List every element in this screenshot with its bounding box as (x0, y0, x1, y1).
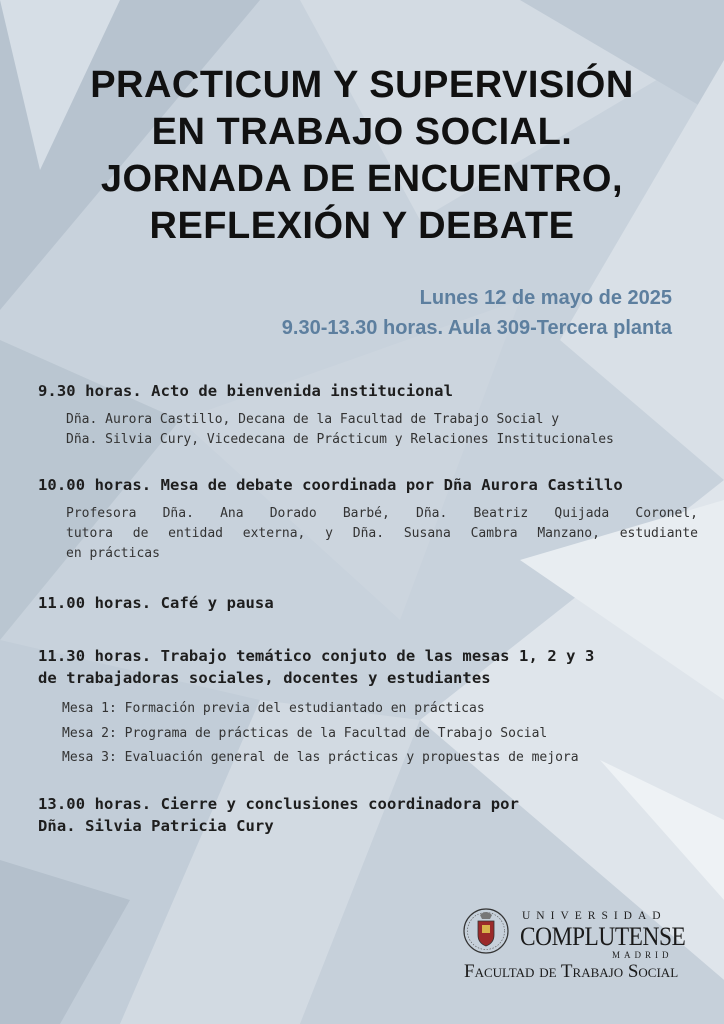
detail-line: tutora de entidad externa, y Dña. Susana Cambra Manzano, estudiante (66, 526, 698, 541)
title-line-1: PRACTICUM Y SUPERVISIÓN (90, 64, 634, 106)
detail-line: Profesora Dña. Ana Dorado Barbé, Dña. Beatriz Quijada Coronel, (66, 506, 698, 521)
agenda-item-coffee (38, 592, 698, 614)
agenda (38, 380, 698, 837)
logo-faculty: Facultad de Trabajo Social (464, 961, 679, 982)
heading-line: 13.00 horas. Cierre y conclusiones coordinadora por (38, 794, 520, 813)
agenda-heading: 10.00 horas. Mesa de debate coordinada por Dña Aurora Castillo (38, 476, 623, 494)
agenda-detail (66, 504, 698, 564)
list-item: Mesa 1: Formación previa del estudiantado en prácticas (62, 701, 485, 716)
logo-complutense: COMPLUTENSE (520, 922, 686, 951)
detail-line: Dña. Silvia Cury, Vicedecana de Prácticum y Relaciones Institucionales (66, 432, 614, 447)
agenda-detail (66, 410, 698, 450)
title-line-2: EN TRABAJO SOCIAL. (151, 111, 573, 153)
agenda-item-welcome (38, 380, 698, 450)
agenda-heading (38, 793, 698, 837)
title-line-3: JORNADA DE ENCUENTRO, (100, 158, 624, 200)
agenda-heading: 11.00 horas. Café y pausa (38, 594, 274, 612)
heading-line: 11.30 horas. Trabajo temático conjuto de las mesas 1, 2 y 3 (38, 647, 595, 665)
agenda-item-workshop (38, 645, 698, 771)
detail-line: Dña. Aurora Castillo, Decana de la Facultad de Trabajo Social y (66, 412, 560, 427)
logo-universidad: UNIVERSIDAD (522, 910, 667, 922)
event-time-place: 9.30-13.30 horas. Aula 309-Tercera planta (281, 317, 672, 339)
event-date: Lunes 12 de mayo de 2025 (419, 287, 672, 309)
mesas-list (62, 697, 698, 771)
list-item: Mesa 2: Programa de prácticas de la Facultad de Trabajo Social (62, 725, 548, 741)
logo-madrid: MADRID (612, 950, 673, 960)
detail-line: en prácticas (66, 546, 160, 561)
agenda-heading: 9.30 horas. Acto de bienvenida institucional (38, 382, 453, 400)
agenda-heading (38, 645, 698, 689)
title-line-4: REFLEXIÓN Y DEBATE (149, 205, 575, 247)
heading-line: Dña. Silvia Patricia Cury (38, 816, 274, 835)
event-date-block (282, 283, 672, 343)
list-item: Mesa 3: Evaluación general de las prácticas y propuestas de mejora (62, 750, 579, 765)
agenda-item-closing (38, 793, 698, 837)
university-seal-icon (462, 905, 510, 957)
university-logo (460, 903, 700, 983)
page-title (30, 62, 694, 250)
agenda-item-debate (38, 474, 698, 564)
heading-line: de trabajadoras sociales, docentes y estudiantes (38, 669, 491, 687)
